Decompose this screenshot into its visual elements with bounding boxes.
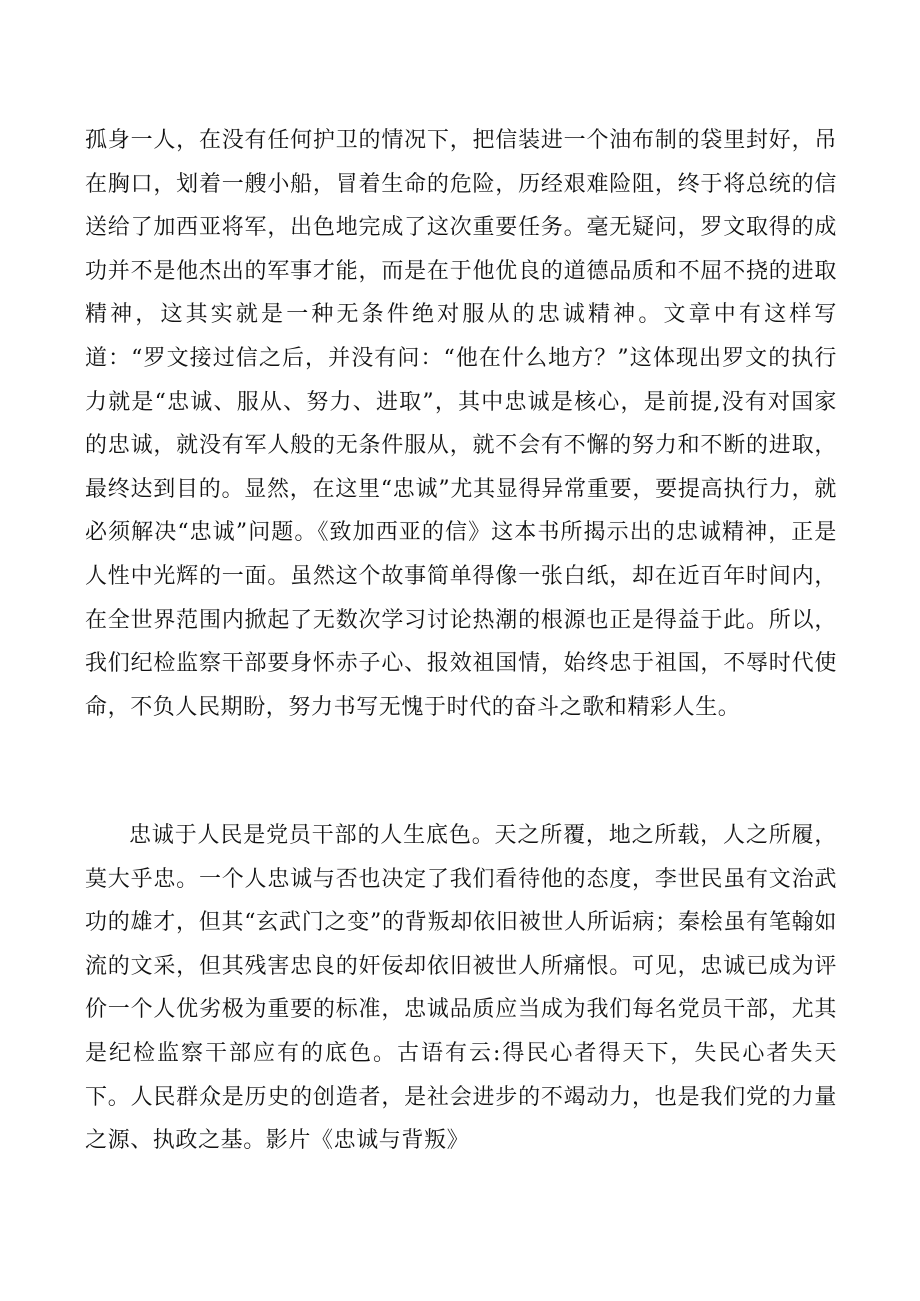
body-text-section-1 <box>85 119 837 729</box>
paragraph-2: 忠诚于人民是党员干部的人生底色。天之所覆，地之所载，人之所履，莫大乎忠。一个人忠诚与否也决定了我们看待他的态度，李世民虽有文治武功的雄才，但其“玄武门之变”的背叛却依旧被世人所诟病；秦桧虽有笔翰如流的文采，但其残害忠良的奸佞却依旧被世人所痛恨。可见，忠诚已成为评价一个人优劣极为重要的标准，忠诚品质应当成为我们每名党员干部，尤其是纪检监察干部应有的底色。古语有云:得民心者得天下，失民心者失天下。人民群众是历史的创造者，是社会进步的不竭动力，也是我们党的力量之源、执政之基。影片《忠诚与背叛》 <box>85 823 837 1154</box>
body-text-section-2 <box>85 814 837 1163</box>
paragraph-1: 孤身一人，在没有任何护卫的情况下，把信装进一个油布制的袋里封好，吊在胸口，划着一艘小船，冒着生命的危险，历经艰难险阻，终于将总统的信送给了加西亚将军，出色地完成了这次重要任务。毫无疑问，罗文取得的成功并不是他杰出的军事才能，而是在于他优良的道德品质和不屈不挠的进取精神，这其实就是一种无条件绝对服从的忠诚精神。文章中有这样写道：“罗文接过信之后，并没有问：“他在什么地方？”这体现出罗文的执行力就是“忠诚、服从、努力、进取”，其中忠诚是核心，是前提,没有对国家的忠诚，就没有军人般的无条件服从，就不会有不懈的努力和不断的进取，最终达到目的。显然，在这里“忠诚”尤其显得异常重要，要提高执行力，就必须解决“忠诚”问题。《致加西亚的信》这本书所揭示出的忠诚精神，正是人性中光辉的一面。虽然这个故事简单得像一张白纸，却在近百年时间内，在全世界范围内掀起了无数次学习讨论热潮的根源也正是得益于此。所以，我们纪检监察干部要身怀赤子心、报效祖国情，始终忠于祖国，不辱时代使命，不负人民期盼，努力书写无愧于时代的奋斗之歌和精彩人生。 <box>85 128 837 720</box>
